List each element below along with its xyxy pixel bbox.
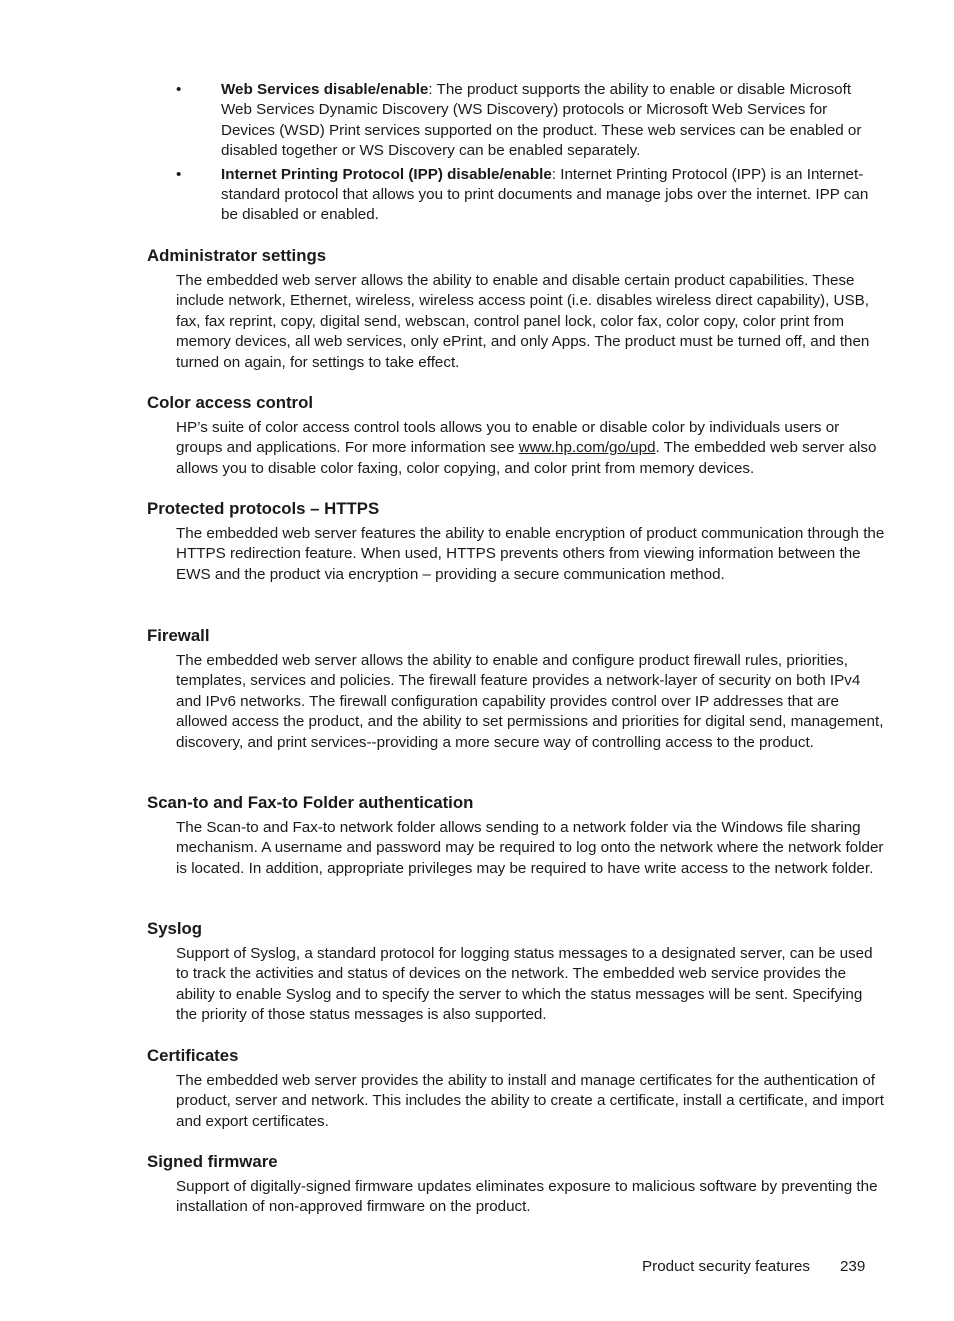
- bullet-text: : The product supports the ability to enable or disable Microsoft Web Services Dynamic Discovery (WS Discovery) protocols or Microsoft Web Services for Devices (WSD) Print services supported on the product. These web services can be enabled or disabled together or WS Discovery can be enabled separately.: [221, 81, 862, 160]
- section-heading: Syslog: [147, 919, 203, 938]
- bullet-term: Web Services disable/enable: [221, 81, 429, 98]
- body-text: HP’s suite of color access control tools allows you to enable or disable color by individuals users or groups and applications. For more information see: [176, 419, 840, 457]
- section-body: [176, 418, 887, 479]
- section-heading: Protected protocols – HTTPS: [147, 499, 380, 518]
- section-syslog: [147, 919, 887, 1026]
- body-text: . The embedded web server also allows you to disable color faxing, color copying, and color print from memory devices.: [176, 439, 877, 477]
- section-heading: Scan-to and Fax-to Folder authentication: [147, 793, 474, 812]
- section-body: The embedded web server allows the ability to enable and disable certain product capabilities. These include network, Ethernet, wireless, wireless access point (i.e. disables wireless direct capability), USB, fax, fax reprint, copy, digital send, webscan, control panel lock, color fax, color copy, color print from memory devices, all web services, only ePrint, and only Apps. The product must be turned off, and then turned on again, for settings to take effect.: [176, 272, 870, 371]
- section-body: The Scan-to and Fax-to network folder allows sending to a network folder via the Windows file sharing mechanism. A username and password may be required to log onto the network where the network folder is located. In addition, appropriate privileges may be required to have write access to the network folder.: [176, 819, 884, 877]
- section-heading: Color access control: [147, 393, 314, 412]
- section-body: The embedded web server allows the ability to enable and configure product firewall rules, priorities, templates, services and policies. The firewall feature provides a network-layer of security on both IPv4 and IPv6 networks. The firewall configuration capability provides control over IP addresses that are allowed access the product, and the ability to set permissions and priorities for digital send, management, discovery, and print services--providing a more secure way of controlling access to the product.: [176, 652, 884, 751]
- page-number: 239: [839, 1258, 866, 1275]
- section-administrator-settings: [147, 246, 887, 373]
- bullet-term: Internet Printing Protocol (IPP) disable/enable: [221, 165, 552, 183]
- section-firewall: [147, 626, 887, 753]
- bullet-item-web-services: [176, 80, 876, 162]
- bullet-text: : Internet Printing Protocol (IPP) is an Internet-standard protocol that allows you to print documents and manage jobs over the internet. IPP can be disabled or enabled.: [221, 165, 869, 224]
- page-footer: [642, 1257, 865, 1277]
- section-heading: Signed firmware: [147, 1152, 278, 1171]
- section-scan-fax-folder: [147, 793, 887, 879]
- section-body: The embedded web server features the ability to enable encryption of product communication through the HTTPS redirection feature. When used, HTTPS prevents others from viewing information between the EWS and the product via encryption – providing a secure communication method.: [176, 525, 885, 583]
- section-heading: Administrator settings: [147, 246, 327, 265]
- bullet-dot: •: [176, 81, 182, 98]
- section-heading: Certificates: [147, 1046, 239, 1065]
- section-body: Support of Syslog, a standard protocol for logging status messages to a designated server, can be used to track the activities and status of devices on the network. The embedded web service provides the ability to enable Syslog and to specify the server to which the status messages will be sent. Specifying the priority of those status messages is also supported.: [176, 945, 873, 1024]
- section-body: Support of digitally-signed firmware updates eliminates exposure to malicious software by preventing the installation of non-approved firmware on the product.: [176, 1178, 878, 1216]
- section-color-access-control: [147, 393, 887, 479]
- section-protected-protocols: [147, 499, 887, 585]
- hp-upd-link[interactable]: www.hp.com/go/upd: [518, 439, 656, 457]
- footer-section-title: Product security features: [642, 1258, 810, 1275]
- bullet-dot: •: [176, 165, 182, 183]
- section-heading: Firewall: [147, 626, 210, 645]
- bullet-item-ipp: [176, 165, 876, 226]
- section-certificates: [147, 1046, 887, 1132]
- section-body: The embedded web server provides the ability to install and manage certificates for the authentication of product, server and network. This includes the ability to create a certificate, install a certificate, and import and export certificates.: [176, 1072, 884, 1130]
- section-signed-firmware: [147, 1152, 887, 1218]
- bullet-list: [176, 80, 876, 229]
